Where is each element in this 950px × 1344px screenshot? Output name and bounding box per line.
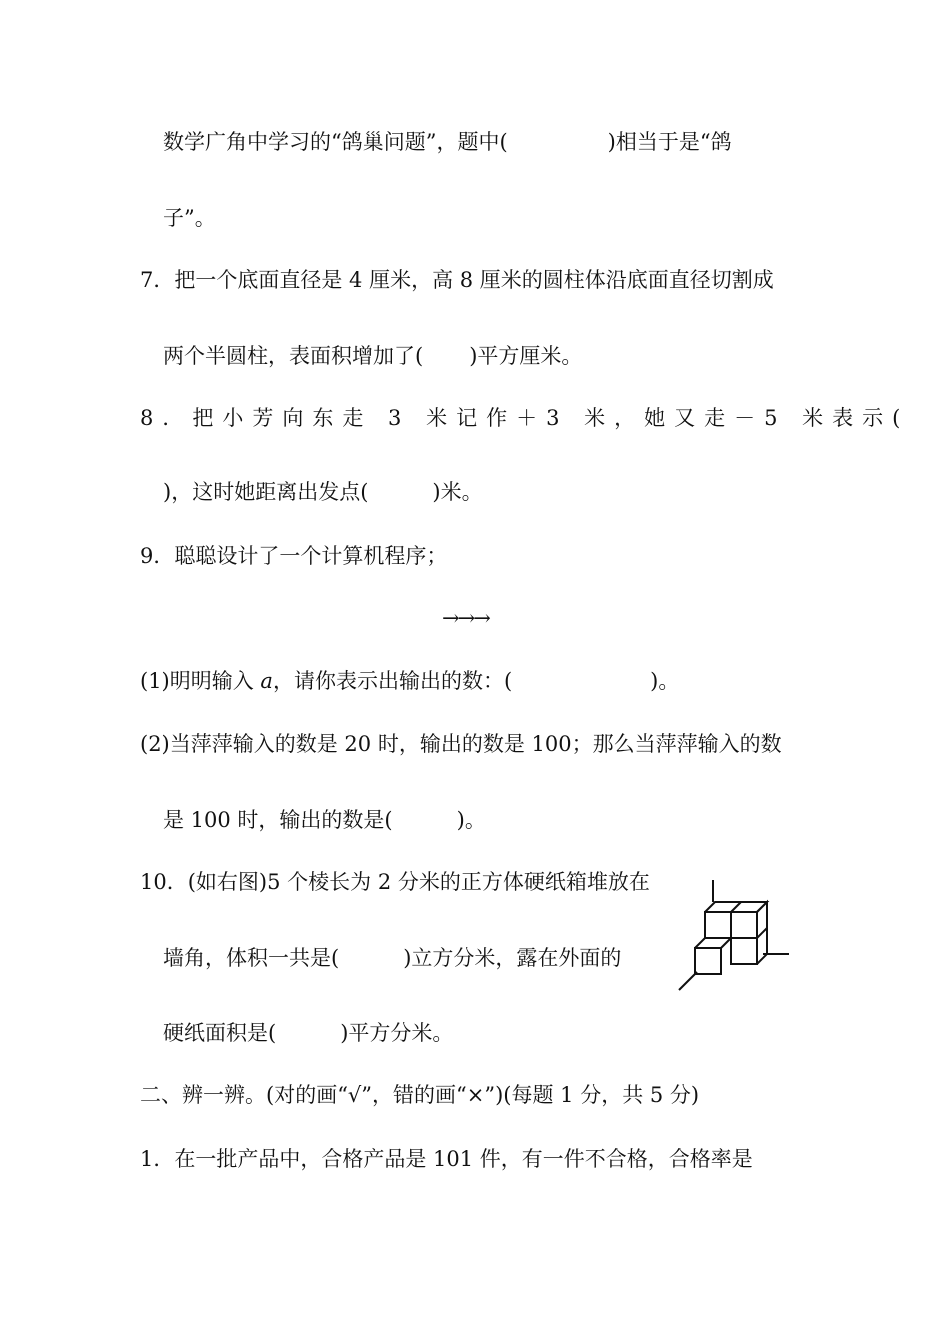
- q9-part2-line1: (2)当萍萍输入的数是 20 时，输出的数是 100；那么当萍萍输入的数: [140, 732, 782, 756]
- cube-face: [695, 948, 721, 974]
- q8-text-a: )，这时她距离出发点(: [163, 480, 369, 504]
- cube-face: [705, 912, 731, 938]
- q7-line1: 7．把一个底面直径是 4 厘米，高 8 厘米的圆柱体沿底面直径切割成: [140, 268, 774, 292]
- cube-face: [731, 938, 757, 964]
- q9-part2-a: 是 100 时，输出的数是(: [163, 808, 393, 832]
- q9-part1-a: (1)明明输入: [140, 669, 261, 693]
- section2-heading: 二、辨一辨。(对的画“√”，错的画“×”)(每题 1 分，共 5 分): [140, 1083, 700, 1107]
- q10-text-b: )立方分米，露在外面的: [403, 946, 622, 970]
- q6-text-a: 数学广角中学习的“鸽巢问题”，题中(: [163, 130, 508, 154]
- q10-text-d: )平方分米。: [340, 1021, 454, 1045]
- stacked-cubes-figure: [675, 878, 795, 996]
- q9-part2-b: )。: [456, 808, 486, 832]
- q8-line2: [163, 478, 483, 506]
- variable-a: a: [260, 669, 273, 693]
- q10-line2: [163, 944, 621, 972]
- section2-q1: 1．在一批产品中，合格产品是 101 件，有一件不合格，合格率是: [140, 1147, 753, 1171]
- q8-line1: 8．把小芳向东走 3 米记作＋3 米，她又走－5 米表示(: [140, 406, 910, 430]
- q7-text-b: )平方厘米。: [469, 344, 583, 368]
- q7-line2: [163, 342, 582, 370]
- q10-line1: 10．(如右图)5 个棱长为 2 分米的正方体硬纸箱堆放在: [140, 870, 650, 894]
- q10-text-a: 墙角，体积一共是(: [163, 946, 340, 970]
- q10-line3: [163, 1019, 453, 1047]
- q10-text-c: 硬纸面积是(: [163, 1021, 277, 1045]
- q9-part1: [140, 667, 679, 695]
- program-arrows: →→→: [442, 606, 489, 630]
- q7-text-a: 两个半圆柱，表面积增加了(: [163, 344, 424, 368]
- q6-line2: 子”。: [163, 206, 216, 230]
- q8-text-b: )米。: [432, 480, 483, 504]
- cube-face: [731, 912, 757, 938]
- q9-part1-b: ，请你表示出输出的数：(: [272, 669, 513, 693]
- q9-part1-c: )。: [650, 669, 680, 693]
- q9-part2-line2: [163, 806, 486, 834]
- q6-line1: [163, 128, 732, 156]
- q6-text-b: )相当于是“鸽: [607, 130, 732, 154]
- q9-line1: 9．聪聪设计了一个计算机程序；: [140, 544, 448, 568]
